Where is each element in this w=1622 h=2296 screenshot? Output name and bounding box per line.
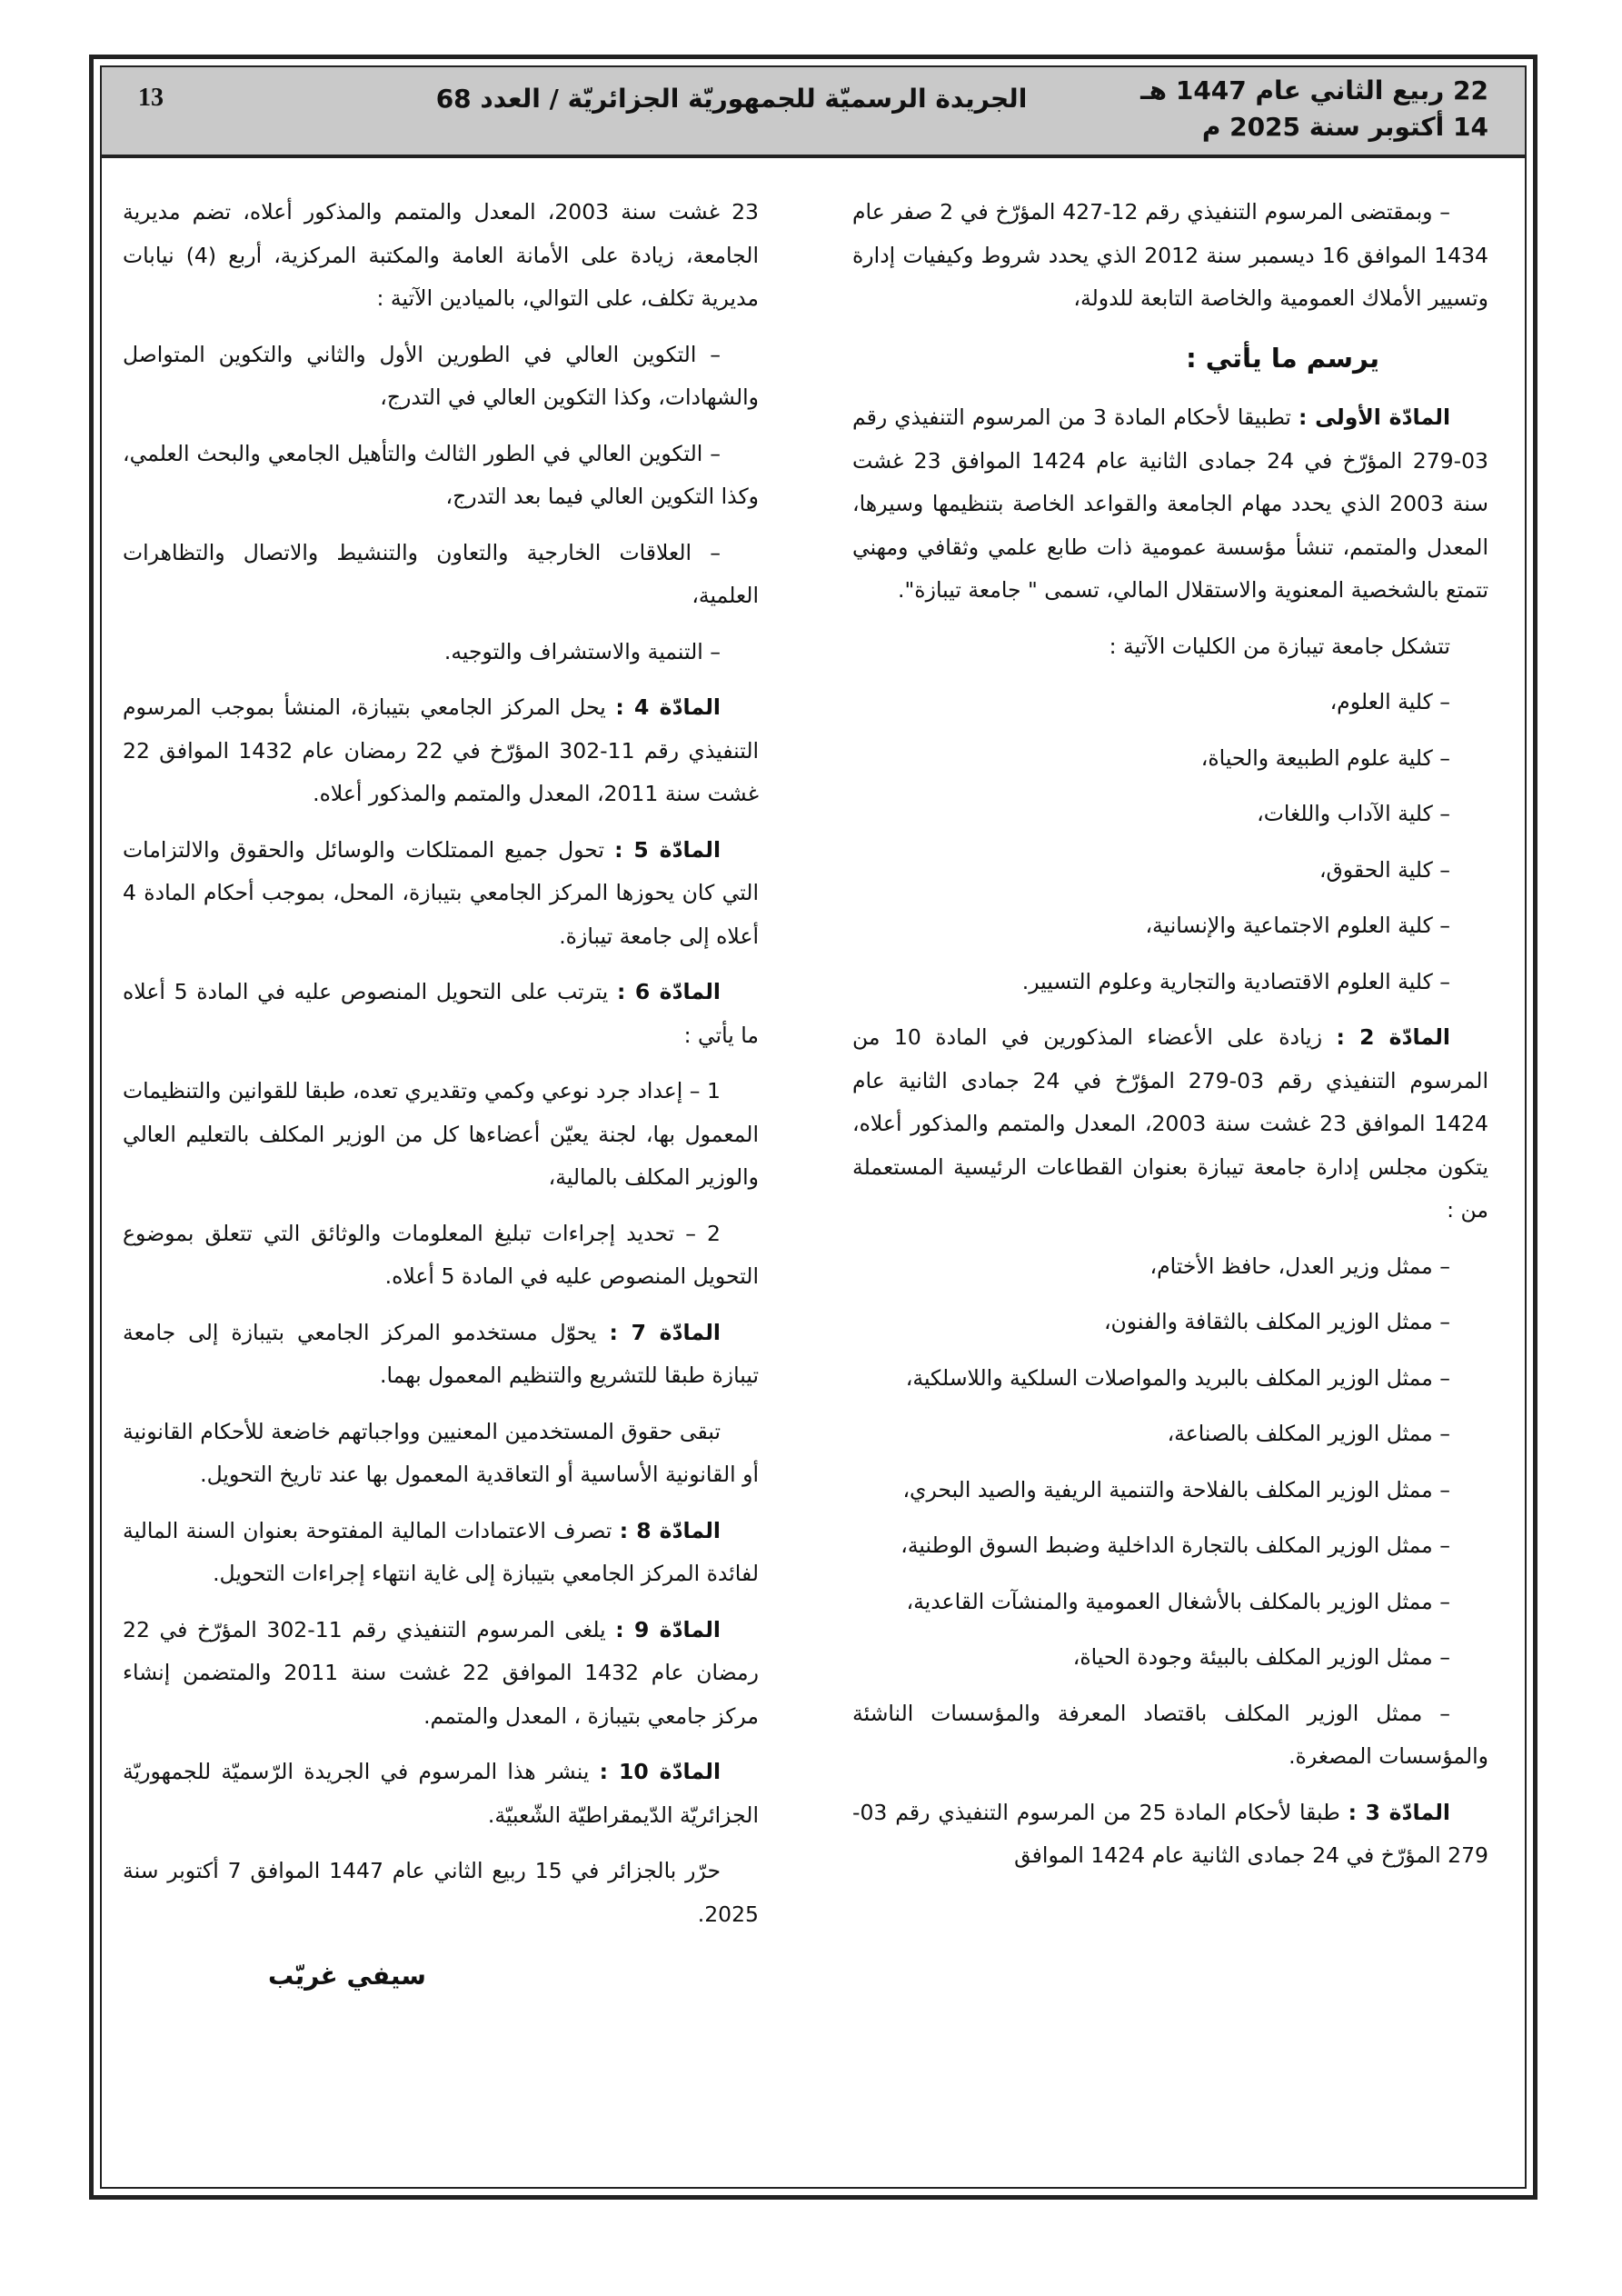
right-column	[852, 191, 1488, 1891]
article-paragraph	[123, 1751, 759, 1837]
decree-heading: يرسم ما يأتي :	[1186, 342, 1379, 374]
list-item: – كلية العلوم الاجتماعية والإنسانية،	[1145, 913, 1450, 938]
paragraph: – وبمقتضى المرسوم التنفيذي رقم 12-427 المؤرّخ في 2 صفر عام 1434 الموافق 16 ديسمبر سنة 2012 الذي يحدد شروط وكيفيات إدارة وتسيير الأملاك العمومية والخاصة التابعة للدولة،	[852, 199, 1489, 311]
list-item: – ممثل الوزير المكلف بالبيئة وجودة الحياة،	[1072, 1644, 1450, 1670]
page-number: 13	[138, 84, 164, 112]
article-text: ينشر هذا المرسوم في الجريدة الرّسميّة للجمهوريّة الجزائريّة الدّيمقراطيّة الشّعبيّة.	[123, 1759, 759, 1828]
article-label: المادّة 6 :	[617, 979, 721, 1004]
article-paragraph	[123, 1510, 759, 1596]
paragraph: تبقى حقوق المستخدمين المعنيين وواجباتهم خاضعة للأحكام القانونية أو القانونية الأساسية أو التعاقدية المعمول بها عند تاريخ التحويل.	[123, 1418, 759, 1487]
article-text: يحل المركز الجامعي بتيبازة، المنشأ بموجب المرسوم التنفيذي رقم 11-302 المؤرّخ في 22 رمضان عام 1432 الموافق 22 غشت سنة 2011، المعدل والمتمم والمذكور أعلاه.	[123, 694, 760, 806]
article-paragraph	[852, 1792, 1488, 1878]
article-text: يحوّل مستخدمو المركز الجامعي بتيبازة إلى جامعة تيبازة طبقا للتشريع والتنظيم المعمول بهما.	[123, 1319, 759, 1388]
article-paragraph	[123, 686, 759, 816]
article-text: يترتب على التحويل المنصوص عليه في المادة 5 أعلاه ما يأتي :	[123, 979, 759, 1048]
paragraph: تتشكل جامعة تيبازة من الكليات الآتية :	[1109, 633, 1450, 659]
list-item: – كلية الحقوق،	[1318, 856, 1450, 883]
list-item: – العلاقات الخارجية والتعاون والتنشيط والاتصال والتظاهرات العلمية،	[123, 539, 759, 608]
signature: سيفي غريّب	[268, 1961, 426, 1991]
list-item: – ممثل الوزير المكلف بالتجارة الداخلية وضبط السوق الوطنية،	[901, 1532, 1450, 1558]
list-item: – التنمية والاستشراف والتوجيه.	[443, 638, 721, 664]
gregorian-date: 14 أكتوبر سنة 2025 م	[1201, 112, 1488, 142]
list-item: – كلية العلوم،	[1329, 689, 1450, 714]
article-label: المادّة 3 :	[1348, 1799, 1450, 1825]
list-item: – كلية علوم الطبيعة والحياة،	[1200, 744, 1450, 771]
list-item: – ممثل الوزير المكلف بالثقافة والفنون،	[1103, 1309, 1450, 1334]
article-paragraph	[852, 1016, 1488, 1233]
list-item: – ممثل الوزير المكلف بالصناعة،	[1167, 1421, 1450, 1446]
article-text: تحول جميع الممتلكات والوسائل والحقوق والالتزامات التي كان يحوزها المركز الجامعي بتيبازة، المحل، بموجب أحكام المادة 4 أعلاه إلى جامعة تيبازة.	[123, 836, 759, 949]
article-text: تطبيقا لأحكام المادة 3 من المرسوم التنفيذي رقم 03-279 المؤرّخ في 24 جمادى الثانية عام 1424 الموافق 23 غشت سنة 2003 الذي يحدد مهام الجامعة والقواعد الخاصة بتنظيمها وسيرها، المعدل والمتمم، تنشأ مؤسسة عمومية ذات طابع علمي وثقافي ومهني تتمتع بالشخصية المعنوية والاستقلال المالي، تسمى " جامعة تيبازة".	[852, 404, 1488, 603]
article-text: تصرف الاعتمادات المالية المفتوحة بعنوان السنة المالية لفائدة المركز الجامعي بتيبازة إلى غاية انتهاء إجراءات التحويل.	[123, 1517, 759, 1586]
gazette-title: الجريدة الرسميّة للجمهوريّة الجزائريّة / العدد 68	[435, 84, 1028, 114]
article-label: المادّة 7 :	[609, 1319, 721, 1345]
article-paragraph	[123, 1312, 759, 1398]
list-item: – كلية الآداب واللغات،	[1257, 801, 1450, 826]
list-item: 1 – إعداد جرد نوعي وكمي وتقديري تعده، طبقا للقوانين والتنظيمات المعمول بها، لجنة يعيّن أعضاءها كل من الوزير المكلف بالتعليم العالي والوزير المكلف بالمالية،	[123, 1078, 759, 1190]
article-paragraph	[123, 1609, 759, 1739]
article-label: المادّة 4 :	[615, 694, 721, 720]
list-item: – ممثل وزير العدل، حافظ الأختام،	[1149, 1253, 1450, 1279]
article-label: المادّة 9 :	[615, 1616, 721, 1642]
list-item: – التكوين العالي في الطور الثالث والتأهيل الجامعي والبحث العلمي، وكذا التكوين العالي فيما بعد التدرج،	[123, 440, 759, 509]
list-item: – ممثل الوزير بالمكلف بالأشغال العمومية والمنشآت القاعدية،	[906, 1588, 1450, 1614]
article-label: المادّة 10 :	[599, 1759, 721, 1784]
article-label: المادّة 5 :	[614, 836, 721, 863]
list-item: – ممثل الوزير المكلف بالبريد والمواصلات السلكية واللاسلكية،	[905, 1364, 1450, 1391]
paragraph: حرّر بالجزائر في 15 ربيع الثاني عام 1447 الموافق 7 أكتوبر سنة 2025.	[123, 1858, 759, 1927]
hijri-date: 22 ربيع الثاني عام 1447 هـ	[1140, 75, 1488, 105]
gazette-header	[102, 67, 1525, 158]
article-label: المادّة الأولى :	[1298, 404, 1450, 430]
list-item: – ممثل الوزير المكلف باقتصاد المعرفة والمؤسسات الناشئة والمؤسسات المصغرة.	[852, 1700, 1488, 1769]
article-text: طبقا لأحكام المادة 25 من المرسوم التنفيذي رقم 03-279 المؤرّخ في 24 جمادى الثانية عام 1424 الموافق	[852, 1799, 1488, 1868]
article-label: المادّة 2 :	[1336, 1024, 1450, 1050]
article-paragraph	[123, 829, 759, 959]
article-label: المادّة 8 :	[619, 1517, 721, 1543]
article-paragraph	[123, 971, 759, 1057]
list-item: – ممثل الوزير المكلف بالفلاحة والتنمية الريفية والصيد البحري،	[902, 1476, 1450, 1502]
article-paragraph	[852, 396, 1488, 613]
list-item: – كلية العلوم الاقتصادية والتجارية وعلوم التسيير.	[1021, 968, 1450, 994]
article-text: زيادة على الأعضاء المذكورين في المادة 10 من المرسوم التنفيذي رقم 03-279 المؤرّخ في 24 جمادى الثانية عام 1424 الموافق 23 غشت سنة 2003، المعدل والمتمم والمذكور أعلاه، يتكون مجلس إدارة جامعة تيبازة بعنوان القطاعات الرئيسية المستعملة من :	[852, 1024, 1488, 1223]
list-item: – التكوين العالي في الطورين الأول والثاني والتكوين المتواصل والشهادات، وكذا التكوين العالي في التدرج،	[123, 341, 759, 410]
paragraph: 23 غشت سنة 2003، المعدل والمتمم والمذكور أعلاه، تضم مديرية الجامعة، زيادة على الأمانة العامة والمكتبة المركزية، أربع (4) نيابات مديرية تكلف، على التوالي، بالميادين الآتية :	[123, 199, 760, 311]
article-text: يلغى المرسوم التنفيذي رقم 11-302 المؤرّخ في 22 رمضان عام 1432 الموافق 22 غشت سنة 2011 والمتضمن إنشاء مركز جامعي بتيبازة ، المعدل والمتمم.	[123, 1616, 759, 1729]
list-item: 2 – تحديد إجراءات تبليغ المعلومات والوثائق التي تتعلق بموضوع التحويل المنصوص عليه في المادة 5 أعلاه.	[123, 1220, 759, 1289]
left-column	[123, 191, 759, 2011]
